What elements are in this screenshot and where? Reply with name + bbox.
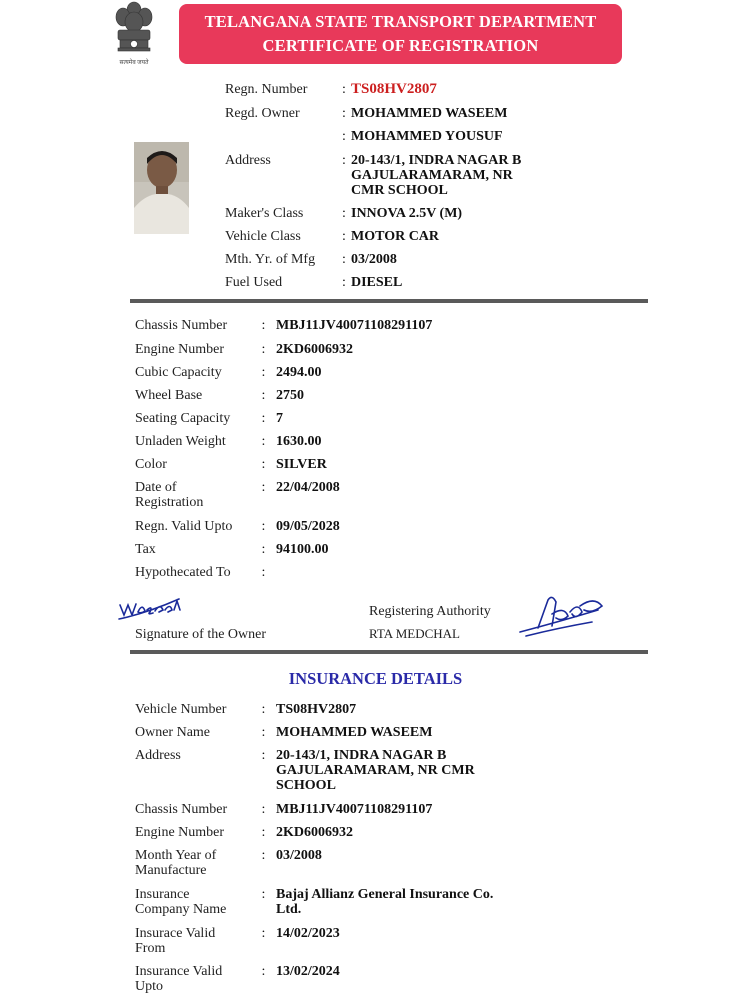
ins-vehicle-label: Vehicle Number (135, 702, 227, 717)
vehicle-class-label: Vehicle Class (225, 229, 301, 244)
tax-label: Tax (135, 542, 156, 557)
unladen-label: Unladen Weight (135, 434, 226, 449)
color-value: SILVER (276, 457, 327, 472)
ins-valid-from-row: Insurace Valid From : 14/02/2023 (135, 926, 340, 956)
hypothecated-label: Hypothecated To (135, 565, 231, 580)
ins-engine-value: 2KD6006932 (276, 825, 353, 840)
ins-company-row: Insurance Company Name : Bajaj Allianz General Insurance Co. Ltd. (135, 887, 494, 917)
chassis-value: MBJ11JV40071108291107 (276, 318, 433, 333)
wheelbase-label: Wheel Base (135, 388, 203, 403)
ins-mfg-label: Month Year of Manufacture (135, 848, 217, 878)
regn-number-label: Regn. Number (225, 82, 308, 97)
ins-chassis-label: Chassis Number (135, 802, 228, 817)
unladen-value: 1630.00 (276, 434, 322, 449)
owner-signature-label: Signature of the Owner (135, 627, 267, 642)
registering-authority-label: Registering Authority (369, 604, 491, 619)
seating-value: 7 (276, 411, 283, 426)
maker-value: INNOVA 2.5V (M) (351, 206, 463, 221)
ins-address-value: 20-143/1, INDRA NAGAR B GAJULARAMARAM, NR CMR SCHOOL (276, 748, 475, 793)
relation-value: MOHAMMED YOUSUF (351, 129, 503, 144)
engine-row: Engine Number : 2KD6006932 (135, 342, 353, 357)
regn-valid-value: 09/05/2028 (276, 519, 340, 534)
rta-office: RTA MEDCHAL (369, 626, 460, 641)
address-row: Address : 20-143/1, INDRA NAGAR B GAJULARAMARAM, NR CMR SCHOOL (225, 153, 522, 198)
ins-valid-upto-row: Insurance Valid Upto : 13/02/2024 (135, 964, 340, 994)
owner-row: Regd. Owner : MOHAMMED WASEEM (225, 106, 508, 121)
ins-address-label: Address (135, 748, 181, 763)
ins-owner-label: Owner Name (135, 725, 211, 740)
owner-label: Regd. Owner (225, 106, 300, 121)
fuel-label: Fuel Used (225, 275, 283, 290)
section-divider (130, 650, 648, 654)
cc-value: 2494.00 (276, 365, 322, 380)
fuel-value: DIESEL (351, 275, 403, 290)
hypothecated-row: Hypothecated To : (135, 565, 266, 580)
ins-engine-label: Engine Number (135, 825, 225, 840)
ins-engine-row: Engine Number : 2KD6006932 (135, 825, 353, 840)
owner-signature (117, 593, 183, 623)
vehicle-class-row: Vehicle Class : MOTOR CAR (225, 229, 440, 244)
tax-row: Tax : 94100.00 (135, 542, 329, 557)
insurance-title: INSURANCE DETAILS (288, 669, 463, 688)
ins-vehicle-value: TS08HV2807 (276, 702, 357, 717)
fuel-row: Fuel Used : DIESEL (225, 275, 403, 290)
regn-number-value: TS08HV2807 (351, 81, 437, 97)
ins-address-row: Address : 20-143/1, INDRA NAGAR B GAJULARAMARAM, NR CMR SCHOOL (135, 748, 475, 793)
regn-number-row (225, 82, 437, 97)
address-label: Address (225, 153, 271, 168)
national-emblem-icon (108, 0, 160, 66)
unladen-row: Unladen Weight : 1630.00 (135, 434, 322, 449)
color-label: Color (135, 457, 167, 472)
owner-value: MOHAMMED WASEEM (351, 106, 508, 121)
color-row: Color : SILVER (135, 457, 327, 472)
date-of-registration-label: Date of Registration (135, 480, 204, 510)
regn-valid-row: Regn. Valid Upto : 09/05/2028 (135, 519, 340, 534)
mfg-value: 03/2008 (351, 252, 397, 267)
mfg-label: Mth. Yr. of Mfg (225, 252, 316, 267)
date-of-registration-row: Date of Registration : 22/04/2008 (135, 480, 340, 510)
ins-company-value: Bajaj Allianz General Insurance Co. Ltd. (276, 887, 494, 917)
ins-valid-upto-value: 13/02/2024 (276, 964, 340, 979)
department-title: TELANGANA STATE TRANSPORT DEPARTMENT (204, 12, 597, 31)
ins-valid-from-label: Insurace Valid From (135, 926, 216, 956)
seating-label: Seating Capacity (135, 411, 231, 426)
maker-label: Maker's Class (225, 206, 304, 221)
ins-chassis-value: MBJ11JV40071108291107 (276, 802, 433, 817)
owner-photo (134, 142, 189, 234)
seating-row: Seating Capacity : 7 (135, 411, 283, 426)
ins-owner-row: Owner Name : MOHAMMED WASEEM (135, 725, 433, 740)
tax-value: 94100.00 (276, 542, 329, 557)
engine-value: 2KD6006932 (276, 342, 353, 357)
wheelbase-row: Wheel Base : 2750 (135, 388, 304, 403)
emblem-caption: सत्यमेव जयते (119, 60, 149, 66)
ins-company-label: Insurance Company Name (135, 887, 227, 917)
ins-owner-value: MOHAMMED WASEEM (276, 725, 433, 740)
authority-signature (518, 592, 606, 640)
vehicle-class-value: MOTOR CAR (351, 229, 440, 244)
relation-row: : MOHAMMED YOUSUF (342, 129, 503, 144)
mfg-row: Mth. Yr. of Mfg : 03/2008 (225, 252, 397, 267)
maker-row: Maker's Class : INNOVA 2.5V (M) (225, 206, 463, 221)
certificate-title: CERTIFICATE OF REGISTRATION (262, 36, 539, 55)
ins-mfg-row: Month Year of Manufacture : 03/2008 (135, 848, 322, 878)
date-of-registration-value: 22/04/2008 (276, 480, 340, 495)
colon: : (342, 82, 346, 97)
chassis-label: Chassis Number (135, 318, 228, 333)
ins-vehicle-row: Vehicle Number : TS08HV2807 (135, 702, 357, 717)
address-value: 20-143/1, INDRA NAGAR B GAJULARAMARAM, NR CMR SCHOOL (351, 153, 522, 198)
section-divider (130, 299, 648, 303)
engine-label: Engine Number (135, 342, 225, 357)
regn-valid-label: Regn. Valid Upto (135, 519, 233, 534)
chassis-row: Chassis Number : MBJ11JV40071108291107 (135, 318, 433, 333)
title-banner (179, 4, 622, 64)
ins-valid-upto-label: Insurance Valid Upto (135, 964, 223, 994)
wheelbase-value: 2750 (276, 388, 304, 403)
ins-valid-from-value: 14/02/2023 (276, 926, 340, 941)
cc-row: Cubic Capacity : 2494.00 (135, 365, 322, 380)
ins-chassis-row: Chassis Number : MBJ11JV40071108291107 (135, 802, 433, 817)
cc-label: Cubic Capacity (135, 365, 222, 380)
ins-mfg-value: 03/2008 (276, 848, 322, 863)
